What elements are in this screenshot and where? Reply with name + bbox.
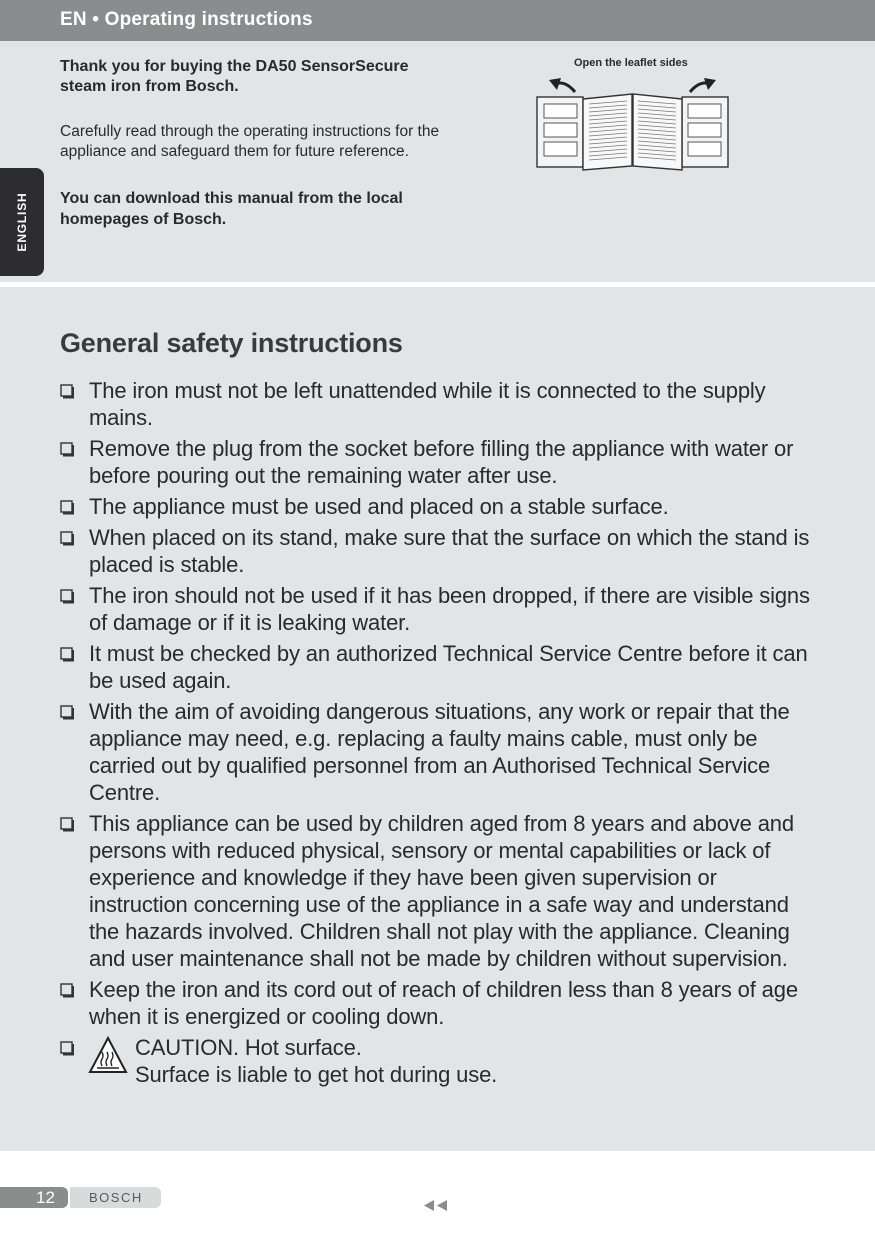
intro-thanks-text: Thank you for buying the DA50 SensorSecure steam iron from Bosch. bbox=[60, 58, 409, 95]
checkbox-bullet-icon bbox=[60, 589, 75, 604]
safety-item bbox=[58, 493, 818, 520]
safety-item bbox=[58, 976, 818, 1030]
intro-read-carefully-text: Carefully read through the operating instructions for the appliance and safeguard them for future reference. bbox=[60, 123, 440, 160]
page-number-tab bbox=[0, 1187, 68, 1208]
safety-item-text: It must be checked by an authorized Technical Service Centre before it can be used again. bbox=[89, 641, 808, 693]
safety-list bbox=[58, 377, 818, 1092]
safety-item-text: The iron must not be left unattended while it is connected to the supply mains. bbox=[89, 378, 766, 430]
safety-item-text: When placed on its stand, make sure that the surface on which the stand is placed is stable. bbox=[89, 525, 810, 577]
caution-description: Surface is liable to get hot during use. bbox=[135, 1062, 498, 1087]
safety-item bbox=[58, 582, 818, 636]
checkbox-bullet-icon bbox=[60, 500, 75, 515]
language-tab-label: ENGLISH bbox=[15, 192, 29, 252]
page-number: 12 bbox=[36, 1188, 55, 1207]
hot-surface-warning-icon bbox=[88, 1036, 128, 1076]
checkbox-bullet-icon bbox=[60, 531, 75, 546]
checkbox-bullet-icon bbox=[60, 817, 75, 832]
page-header-title: EN • Operating instructions bbox=[60, 9, 313, 30]
checkbox-bullet-icon bbox=[60, 1041, 75, 1056]
safety-item-text: Keep the iron and its cord out of reach of children less than 8 years of age when it is energized or cooling down. bbox=[89, 977, 798, 1029]
safety-item bbox=[58, 698, 818, 806]
safety-item bbox=[58, 640, 818, 694]
caution-title: CAUTION. Hot surface. bbox=[135, 1035, 362, 1060]
brand-name: BOSCH bbox=[89, 1190, 143, 1205]
checkbox-bullet-icon bbox=[60, 983, 75, 998]
safety-heading: General safety instructions bbox=[60, 328, 403, 358]
checkbox-bullet-icon bbox=[60, 705, 75, 720]
safety-item-text: Remove the plug from the socket before filling the appliance with water or before pouring out the remaining water after use. bbox=[89, 436, 794, 488]
checkbox-bullet-icon bbox=[60, 647, 75, 662]
intro-download-text: You can download this manual from the local homepages of Bosch. bbox=[60, 190, 403, 228]
safety-item-text: This appliance can be used by children aged from 8 years and above and persons with reduced physical, sensory or mental capabilities or lack of experience and knowledge if they have been given supervision or instruction concerning use of the appliance in a safe way and understand the hazards involved. Children shall not play with the appliance. Cleaning and user maintenance shall not be made by children without supervision. bbox=[89, 811, 794, 971]
safety-item-text: With the aim of avoiding dangerous situations, any work or repair that the appliance may need, e.g. replacing a faulty mains cable, must only be carried out by qualified personnel from an Authorised Technical Service Centre. bbox=[89, 699, 790, 805]
safety-item bbox=[58, 435, 818, 489]
safety-item-text: The iron should not be used if it has been dropped, if there are visible signs of damage or if it is leaking water. bbox=[89, 583, 810, 635]
caution-item bbox=[58, 1034, 818, 1088]
checkbox-bullet-icon bbox=[60, 384, 75, 399]
safety-item-text: The appliance must be used and placed on a stable surface. bbox=[89, 494, 669, 519]
safety-item bbox=[58, 524, 818, 578]
open-leaflet-icon bbox=[535, 74, 730, 174]
safety-item bbox=[58, 377, 818, 431]
checkbox-bullet-icon bbox=[60, 442, 75, 457]
safety-item bbox=[58, 810, 818, 972]
leaflet-label: Open the leaflet sides bbox=[574, 57, 688, 69]
previous-page-arrows-icon[interactable] bbox=[423, 1199, 449, 1212]
